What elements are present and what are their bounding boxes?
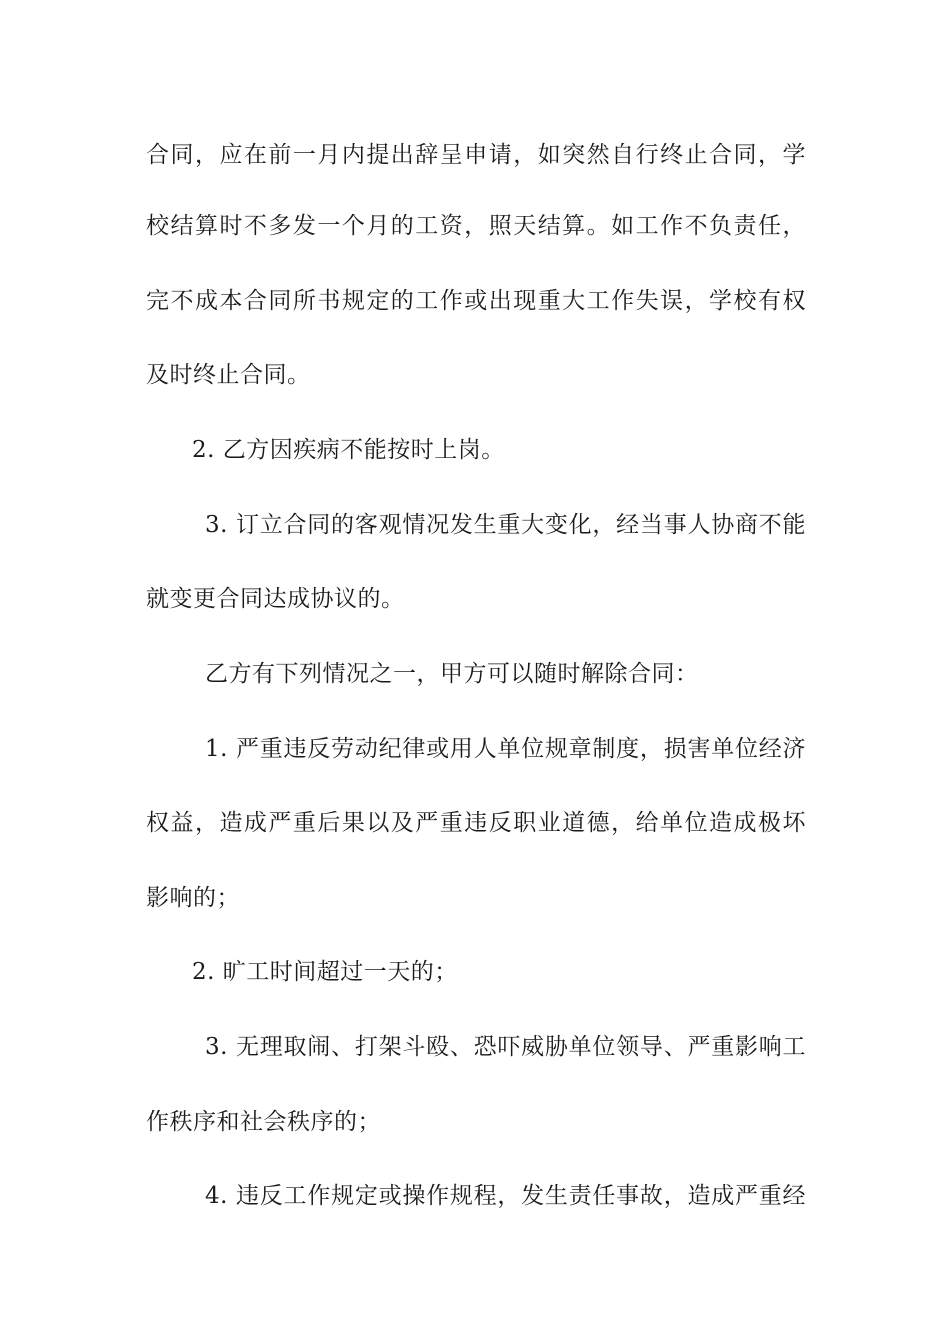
condition-4-line-1: 4. 违反工作规定或操作规程，发生责任事故，造成严重经 <box>205 1183 806 1209</box>
condition-1-line-3: 影响的； <box>146 885 240 911</box>
condition-2: 2. 旷工时间超过一天的； <box>192 959 458 985</box>
condition-1-line-1: 1. 严重违反劳动纪律或用人单位规章制度，损害单位经济 <box>205 736 806 762</box>
paragraph-line-1: 合同，应在前一月内提出辞呈申请，如突然自行终止合同，学 <box>146 142 806 168</box>
condition-3-line-1: 3. 无理取闹、打架斗殴、恐吓威胁单位领导、严重影响工 <box>205 1034 806 1060</box>
list-item-3-line-1: 3. 订立合同的客观情况发生重大变化，经当事人协商不能 <box>205 512 806 538</box>
paragraph-line-3: 完不成本合同所书规定的工作或出现重大工作失误，学校有权 <box>146 288 806 314</box>
paragraph-line-2: 校结算时不多发一个月的工资，照天结算。如工作不负责任， <box>146 213 806 239</box>
condition-1-line-2: 权益，造成严重后果以及严重违反职业道德，给单位造成极坏 <box>146 810 806 836</box>
section-intro: 乙方有下列情况之一，甲方可以随时解除合同： <box>205 661 699 687</box>
condition-3-line-2: 作秩序和社会秩序的； <box>146 1109 381 1135</box>
paragraph-line-4: 及时终止合同。 <box>146 362 311 388</box>
list-item-3-line-2: 就变更合同达成协议的。 <box>146 586 405 612</box>
list-item-2: 2. 乙方因疾病不能按时上岗。 <box>192 437 505 463</box>
